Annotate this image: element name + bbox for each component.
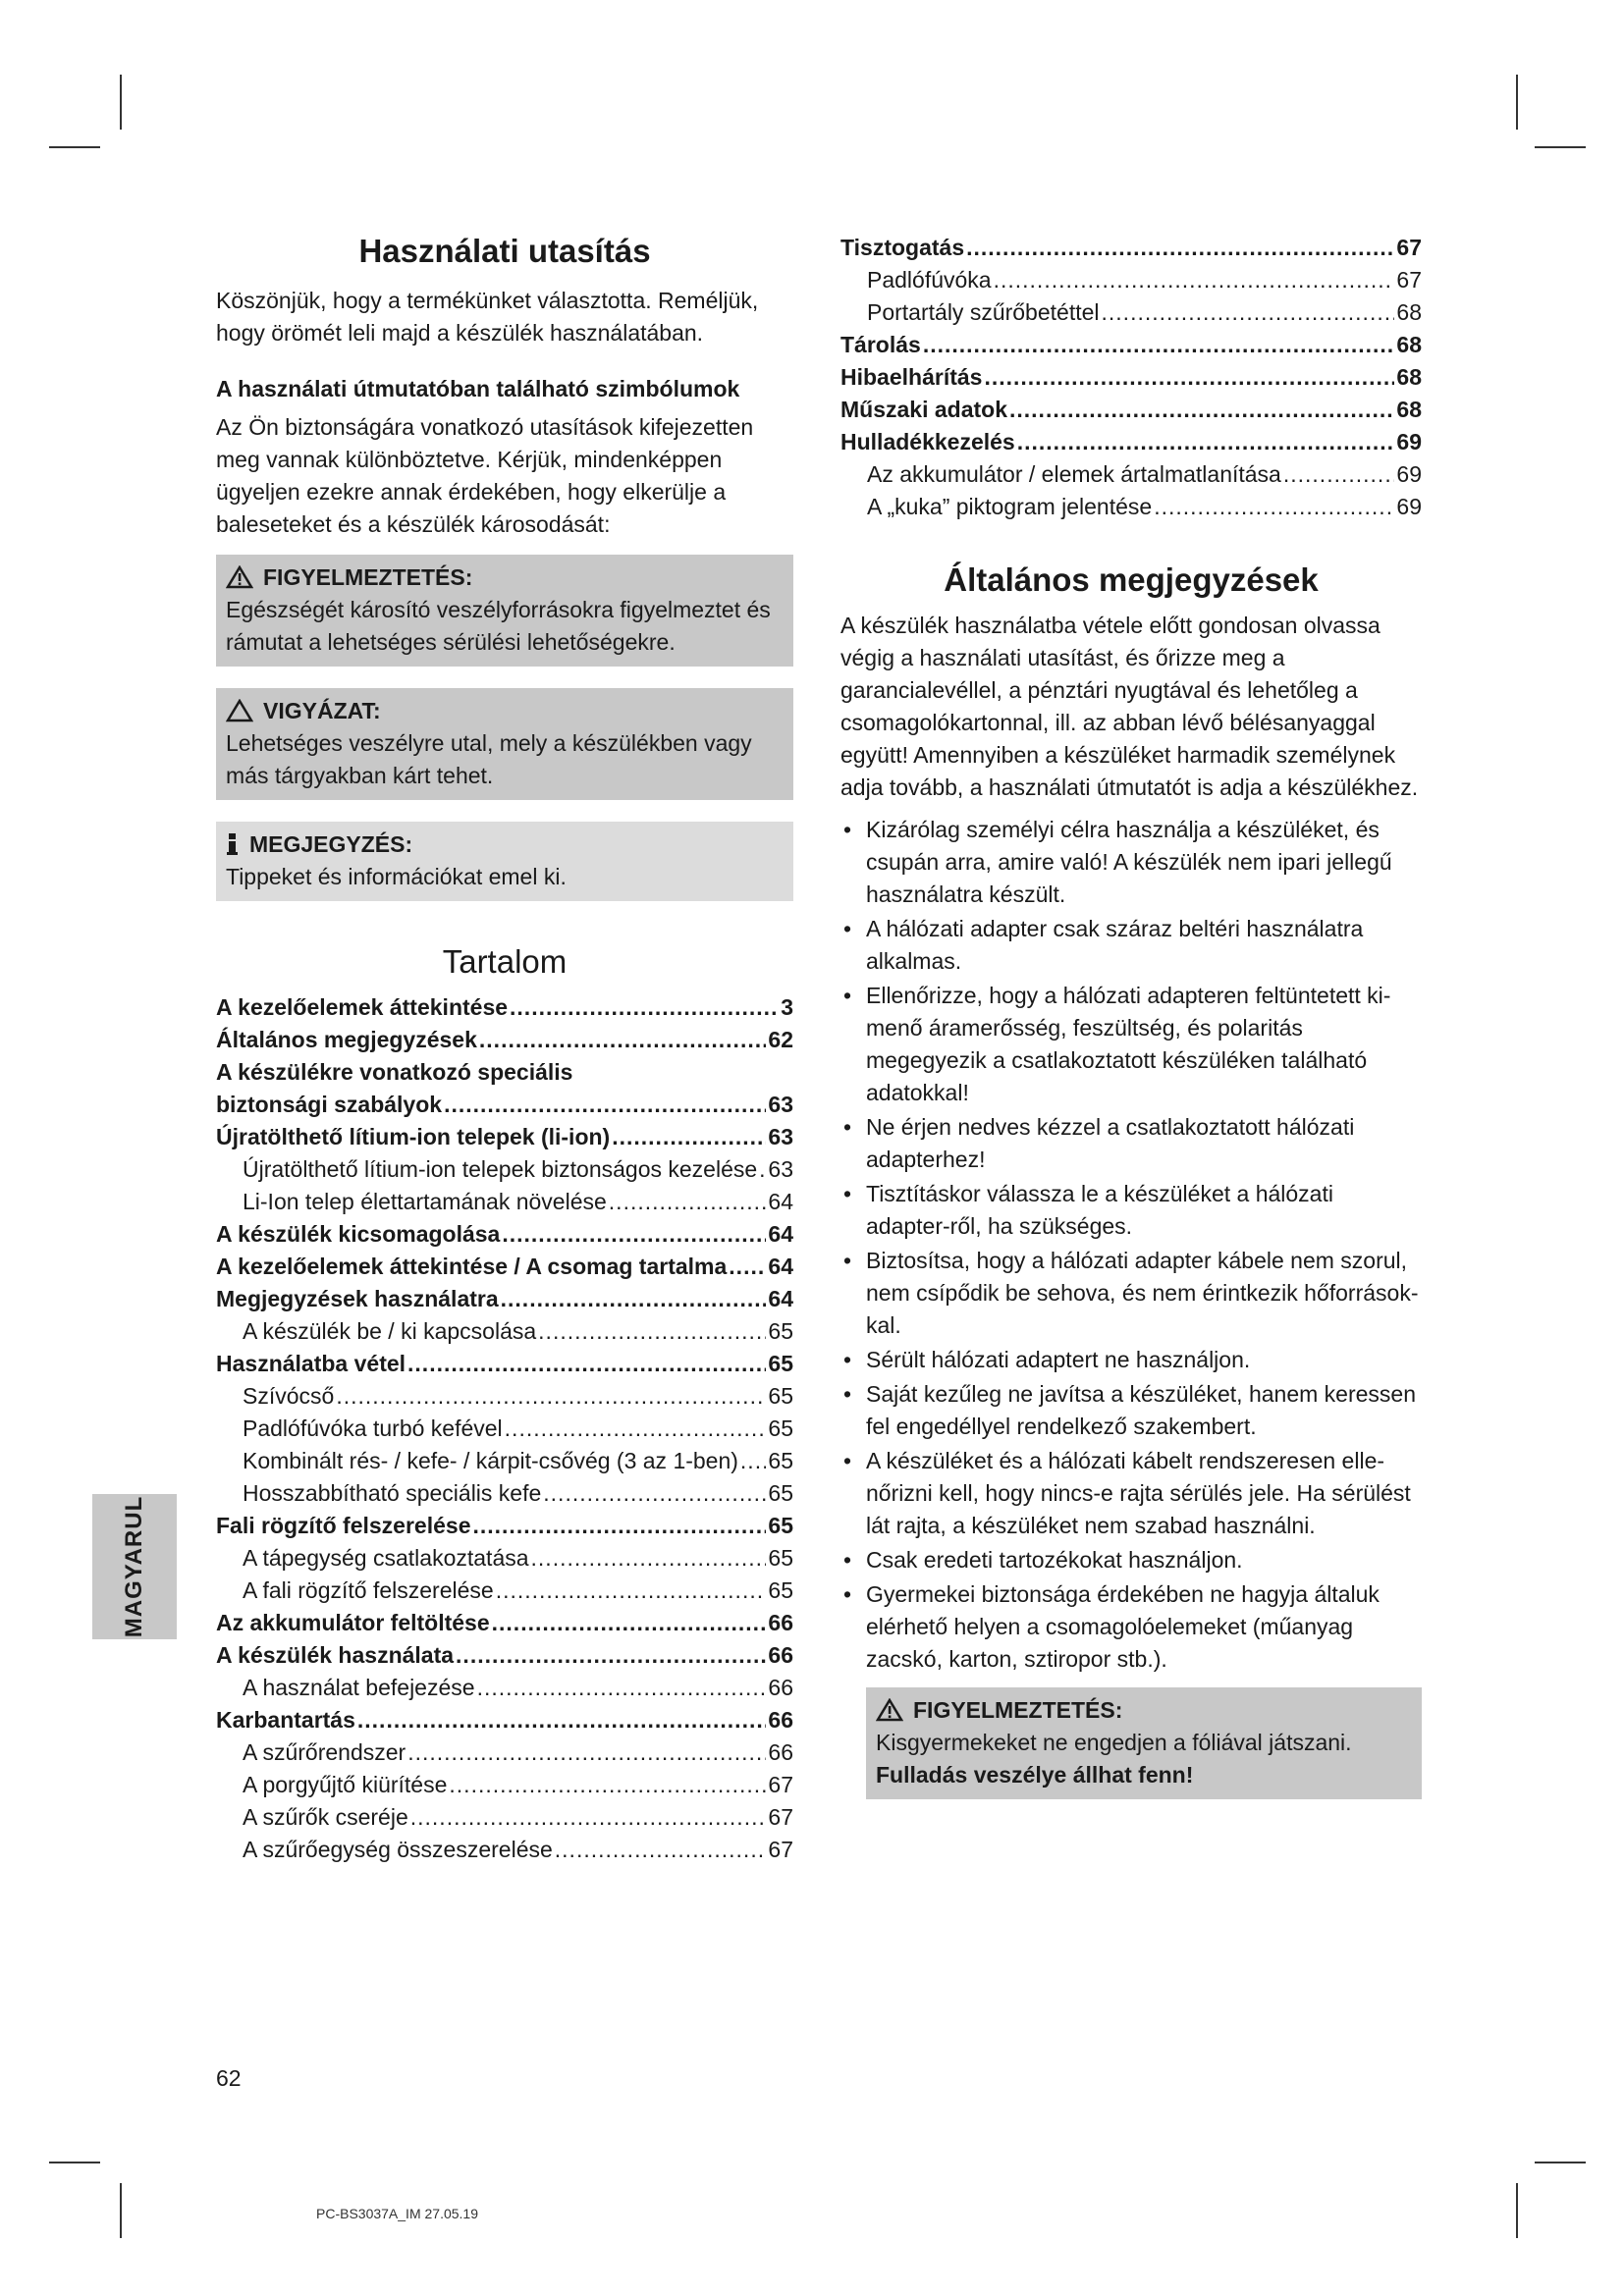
info-icon bbox=[226, 832, 240, 856]
toc-entry[interactable] bbox=[840, 394, 1422, 426]
toc-leader-dots bbox=[543, 1477, 766, 1510]
toc-entry-title: A készülék be / ki kapcsolása bbox=[243, 1318, 537, 1344]
toc-entry-page: 65 bbox=[768, 1513, 793, 1538]
toc-entry-title: biztonsági szabályok bbox=[216, 1092, 443, 1117]
toc-leader-dots bbox=[501, 1283, 767, 1315]
toc-entry[interactable] bbox=[840, 458, 1422, 491]
intro-text: Köszönjük, hogy a termékünket választotta. Reméljük, hogy örömét leli majd a készülék használatában. bbox=[216, 288, 759, 346]
toc-leader-dots bbox=[510, 991, 779, 1024]
toc-entry-page: 64 bbox=[768, 1221, 793, 1247]
toc-entry-page: 69 bbox=[1396, 494, 1422, 519]
toc-leader-dots bbox=[984, 361, 1394, 394]
note-title-text: MEGJEGYZÉS: bbox=[249, 831, 413, 857]
warning-triangle-icon bbox=[226, 565, 253, 589]
toc-entry-page: 67 bbox=[768, 1837, 793, 1862]
toc-leader-dots bbox=[609, 1186, 767, 1218]
crop-mark-bottom-right-h bbox=[1535, 2162, 1586, 2163]
toc-entry[interactable] bbox=[216, 1121, 793, 1153]
toc-entry-page: 68 bbox=[1396, 364, 1422, 390]
caution-triangle-icon bbox=[226, 699, 253, 722]
toc-entry-title: Hibaelhárítás bbox=[840, 364, 983, 390]
toc-entry-title: A porgyűjtő kiürítése bbox=[243, 1772, 448, 1797]
toc-entry[interactable] bbox=[840, 232, 1422, 264]
toc-entry[interactable] bbox=[216, 1672, 793, 1704]
toc-entry[interactable] bbox=[216, 1413, 793, 1445]
toc-entry-title: Li-Ion telep élettartamának növelése bbox=[243, 1189, 607, 1214]
bullet-item: • Kizárólag személyi célra használja a készüléket, és csupán arra, amire való! A készülék nem ipari jellegű használatra készült. bbox=[840, 814, 1422, 911]
toc-entry-title: A kezelőelemek áttekintése / A csomag tartalma bbox=[216, 1254, 728, 1279]
toc-leader-dots bbox=[336, 1380, 766, 1413]
toc-entry[interactable] bbox=[840, 491, 1422, 523]
bullet-item: • Ne érjen nedves kézzel a csatlakoztatott hálózati adapterhez! bbox=[840, 1111, 1422, 1176]
toc-leader-dots bbox=[555, 1834, 767, 1866]
toc-entry[interactable] bbox=[216, 1477, 793, 1510]
warning-box bbox=[216, 555, 793, 667]
general-warning-title-text: FIGYELMEZTETÉS: bbox=[913, 1697, 1123, 1723]
toc-entry-title: A szűrőegység összeszerelése bbox=[243, 1837, 553, 1862]
warning-title-text: FIGYELMEZTETÉS: bbox=[263, 564, 473, 590]
toc-entry[interactable] bbox=[216, 1056, 793, 1089]
warning-text: Egészségét károsító veszélyforrásokra figyelmeztet és rámutat a lehetséges sérülési lehetőségekre. bbox=[226, 597, 771, 655]
toc-entry-page: 67 bbox=[1396, 235, 1422, 260]
warning-triangle-icon bbox=[876, 1698, 903, 1722]
toc-entry-title: A szűrőrendszer bbox=[243, 1739, 406, 1765]
toc-entry-title: Az akkumulátor / elemek ártalmatlanítása bbox=[867, 461, 1281, 487]
toc-entry[interactable] bbox=[216, 1607, 793, 1639]
toc-leader-dots bbox=[479, 1024, 767, 1056]
toc-leader-dots bbox=[410, 1801, 767, 1834]
bullet-item: • Saját kezűleg ne javítsa a készüléket, hanem keressen fel engedéllyel rendelkező szakembert. bbox=[840, 1378, 1422, 1443]
toc-entry[interactable] bbox=[840, 296, 1422, 329]
right-column bbox=[840, 232, 1422, 1799]
general-warning-text: Kisgyermekeket ne engedjen a fóliával játszani. bbox=[876, 1730, 1352, 1755]
toc-entry-page: 65 bbox=[768, 1383, 793, 1409]
toc-entry-title: Padlófúvóka turbó kefével bbox=[243, 1415, 503, 1441]
toc-entry-title: A tápegység csatlakoztatása bbox=[243, 1545, 529, 1571]
toc-entry[interactable] bbox=[216, 1639, 793, 1672]
toc-leader-dots bbox=[1154, 491, 1394, 523]
caution-title-text: VIGYÁZAT: bbox=[263, 698, 381, 723]
bullet-item: • Biztosítsa, hogy a hálózati adapter kábele nem szorul, nem csípődik be sehova, és nem érintkezik hőforrások-kal. bbox=[840, 1245, 1422, 1342]
toc-entry-page: 64 bbox=[768, 1254, 793, 1279]
toc-entry[interactable] bbox=[216, 1380, 793, 1413]
page-title: Használati utasítás bbox=[358, 233, 651, 269]
symbols-heading: A használati útmutatóban található szimbólumok bbox=[216, 376, 740, 401]
toc-entry-page: 63 bbox=[768, 1156, 793, 1182]
toc-entry[interactable] bbox=[840, 426, 1422, 458]
page-number: 62 bbox=[216, 2065, 242, 2091]
toc-leader-dots bbox=[492, 1607, 767, 1639]
general-warning-strong: Fulladás veszélye állhat fenn! bbox=[876, 1762, 1194, 1788]
toc-entry[interactable] bbox=[216, 1089, 793, 1121]
toc-leader-dots bbox=[357, 1704, 767, 1736]
toc-entry-title: A készülékre vonatkozó speciális bbox=[216, 1059, 573, 1085]
toc-entry[interactable] bbox=[216, 1445, 793, 1477]
toc-leader-dots bbox=[505, 1413, 767, 1445]
toc-entry-page: 65 bbox=[768, 1480, 793, 1506]
toc-entry-title: Karbantartás bbox=[216, 1707, 355, 1733]
toc-entry[interactable] bbox=[216, 1283, 793, 1315]
toc-entry-page: 67 bbox=[768, 1772, 793, 1797]
toc-entry-page: 64 bbox=[768, 1286, 793, 1311]
language-side-tab bbox=[92, 1494, 177, 1639]
toc-entry-page: 68 bbox=[1396, 299, 1422, 325]
crop-mark-top-right-v bbox=[1516, 75, 1518, 130]
toc-entry[interactable] bbox=[216, 1801, 793, 1834]
toc-leader-dots bbox=[994, 264, 1395, 296]
language-label: MAGYARUL bbox=[121, 1495, 148, 1638]
toc-entry-title: Hulladékkezelés bbox=[840, 429, 1015, 454]
toc-entry-page: 3 bbox=[781, 994, 793, 1020]
toc-entry-title: Műszaki adatok bbox=[840, 397, 1007, 422]
toc-entry-page: 66 bbox=[768, 1675, 793, 1700]
toc-entry-page: 63 bbox=[768, 1124, 793, 1149]
toc-leader-dots bbox=[729, 1251, 766, 1283]
toc-leader-dots bbox=[923, 329, 1395, 361]
toc-entry-title: A készülék használata bbox=[216, 1642, 455, 1668]
toc-entry-title: A „kuka” piktogram jelentése bbox=[867, 494, 1153, 519]
toc-entry-page: 66 bbox=[768, 1610, 793, 1635]
bullet-item: • Tisztításkor válassza le a készüléket a hálózati adapter-ről, ha szükséges. bbox=[840, 1178, 1422, 1243]
toc-entry[interactable] bbox=[216, 1153, 793, 1186]
toc-leader-dots bbox=[444, 1089, 766, 1121]
toc-entry[interactable] bbox=[216, 1251, 793, 1283]
general-intro: A készülék használatba vétele előtt gondosan olvassa végig a használati utasítást, és őrizze meg a garancialevéllel, a pénztári nyugtával és lehetőleg a csomagolókartonnal, ill. az abban lévő bélésanyaggal együtt! Amennyiben a készüléket harmadik személynek adja tovább, a használati útmutatót is adja a készülékhez. bbox=[840, 613, 1419, 800]
toc-entry-page: 65 bbox=[768, 1545, 793, 1571]
toc-entry[interactable] bbox=[216, 1575, 793, 1607]
toc-entry-title: Újratölthető lítium-ion telepek biztonságos kezelése bbox=[243, 1156, 758, 1182]
general-warning-box bbox=[866, 1687, 1422, 1799]
toc-leader-dots bbox=[502, 1218, 766, 1251]
toc-entry-title: A készülék kicsomagolása bbox=[216, 1221, 501, 1247]
bullet-item: • Csak eredeti tartozékokat használjon. bbox=[840, 1544, 1422, 1576]
toc-entry[interactable] bbox=[840, 329, 1422, 361]
caution-box bbox=[216, 688, 793, 800]
toc-entry-title: Általános megjegyzések bbox=[216, 1027, 477, 1052]
toc-entry[interactable] bbox=[216, 1510, 793, 1542]
caution-text: Lehetséges veszélyre utal, mely a készülékben vagy más tárgyakban kárt tehet. bbox=[226, 730, 752, 788]
toc-leader-dots bbox=[740, 1445, 766, 1477]
toc-entry-title: Hosszabbítható speciális kefe bbox=[243, 1480, 542, 1506]
toc-leader-dots bbox=[1017, 426, 1395, 458]
toc-leader-dots bbox=[1102, 296, 1395, 329]
toc-entry-title: A fali rögzítő felszerelése bbox=[243, 1577, 494, 1603]
toc-leader-dots bbox=[449, 1769, 766, 1801]
toc-entry-title: Használatba vétel bbox=[216, 1351, 406, 1376]
warning-title bbox=[226, 561, 784, 594]
toc-entry[interactable] bbox=[216, 1024, 793, 1056]
toc-entry[interactable] bbox=[216, 1834, 793, 1866]
toc-leader-dots bbox=[456, 1639, 766, 1672]
toc-entry-page: 69 bbox=[1396, 429, 1422, 454]
footer-code: PC-BS3037A_IM 27.05.19 bbox=[316, 2206, 478, 2221]
toc-entry[interactable] bbox=[216, 1769, 793, 1801]
bullet-item: • A hálózati adapter csak száraz beltéri használatra alkalmas. bbox=[840, 913, 1422, 978]
toc-entry-page: 65 bbox=[768, 1415, 793, 1441]
crop-mark-top-left-v bbox=[120, 75, 122, 130]
toc-entry-page: 63 bbox=[768, 1092, 793, 1117]
toc-entry-page: 65 bbox=[768, 1448, 793, 1473]
toc-entry[interactable] bbox=[216, 1218, 793, 1251]
toc-entry[interactable] bbox=[216, 1348, 793, 1380]
toc-entry-page: 66 bbox=[768, 1642, 793, 1668]
toc-entry[interactable] bbox=[216, 1736, 793, 1769]
toc-entry-page: 62 bbox=[768, 1027, 793, 1052]
toc-entry-title: Fali rögzítő felszerelése bbox=[216, 1513, 471, 1538]
toc-entry-title: A szűrők cseréje bbox=[243, 1804, 408, 1830]
toc-entry-page: 67 bbox=[768, 1804, 793, 1830]
toc-title: Tartalom bbox=[442, 943, 568, 980]
toc-entry-title: A használat befejezése bbox=[243, 1675, 475, 1700]
toc-leader-dots bbox=[612, 1121, 766, 1153]
caution-title bbox=[226, 694, 784, 727]
toc-entry[interactable] bbox=[216, 991, 793, 1024]
crop-mark-top-right-h bbox=[1535, 146, 1586, 148]
left-column bbox=[216, 232, 793, 1866]
toc-leader-dots bbox=[759, 1153, 766, 1186]
toc-entry-page: 65 bbox=[768, 1318, 793, 1344]
toc-entry-page: 65 bbox=[768, 1351, 793, 1376]
toc-entry-page: 69 bbox=[1396, 461, 1422, 487]
toc-entry-title: Tárolás bbox=[840, 332, 921, 357]
toc-entry-page: 68 bbox=[1396, 332, 1422, 357]
toc-entry-page: 68 bbox=[1396, 397, 1422, 422]
toc-leader-dots bbox=[531, 1542, 767, 1575]
symbols-text: Az Ön biztonságára vonatkozó utasítások kifejezetten meg vannak különböztetve. Kérjük, mindenképpen ügyeljen ezekre annak érdekében, hogy elkerülje a baleseteket és a készülék károsodását: bbox=[216, 414, 754, 537]
note-title bbox=[226, 828, 784, 861]
toc-entry-title: Portartály szűrőbetéttel bbox=[867, 299, 1100, 325]
general-bullet-list bbox=[840, 814, 1422, 1676]
bullet-item: • Gyermekei biztonsága érdekében ne hagyja általuk elérhető helyen a csomagolóelemeket (műanyag zacskó, karton, sztiropor stb.). bbox=[840, 1578, 1422, 1676]
toc-entry-title: Tisztogatás bbox=[840, 235, 965, 260]
toc-entry-title: Szívócső bbox=[243, 1383, 335, 1409]
toc-entry[interactable] bbox=[840, 361, 1422, 394]
toc-entry-page: 64 bbox=[768, 1189, 793, 1214]
toc-entry-title: Padlófúvóka bbox=[867, 267, 992, 293]
toc-entry[interactable] bbox=[216, 1315, 793, 1348]
bullet-item: • A készüléket és a hálózati kábelt rendszeresen elle-nőrizni kell, hogy nincs-e rajta sérülés jele. Ha sérülést lát rajta, a készüléket nem szabad használni. bbox=[840, 1445, 1422, 1542]
toc-leader-dots bbox=[538, 1315, 766, 1348]
toc-entry-title: Újratölthető lítium-ion telepek (li-ion) bbox=[216, 1124, 611, 1149]
toc-entry-title: Megjegyzések használatra bbox=[216, 1286, 499, 1311]
toc-leader-dots bbox=[1283, 458, 1395, 491]
toc-entry[interactable] bbox=[216, 1704, 793, 1736]
toc-leader-dots bbox=[966, 232, 1394, 264]
toc-entry-title: Kombinált rés- / kefe- / kárpit-csővég (3 az 1-ben) bbox=[243, 1448, 738, 1473]
toc-left-list bbox=[216, 991, 793, 1866]
toc-entry-page: 66 bbox=[768, 1739, 793, 1765]
note-text: Tippeket és információkat emel ki. bbox=[226, 864, 567, 889]
bullet-item: • Sérült hálózati adaptert ne használjon. bbox=[840, 1344, 1422, 1376]
toc-entry-page: 65 bbox=[768, 1577, 793, 1603]
toc-leader-dots bbox=[477, 1672, 767, 1704]
toc-entry[interactable] bbox=[216, 1186, 793, 1218]
toc-entry-page: 67 bbox=[1396, 267, 1422, 293]
toc-entry-page: 66 bbox=[768, 1707, 793, 1733]
general-title: Általános megjegyzések bbox=[944, 561, 1319, 598]
crop-mark-top-left-h bbox=[49, 146, 100, 148]
toc-leader-dots bbox=[407, 1736, 766, 1769]
bullet-item: • Ellenőrizze, hogy a hálózati adapteren feltüntetett ki-menő áramerősség, feszültség, és polaritás megegyezik a csatlakoztatott készüléken található adatokkal! bbox=[840, 980, 1422, 1109]
toc-leader-dots bbox=[407, 1348, 766, 1380]
crop-mark-bottom-left-v bbox=[120, 2183, 122, 2238]
crop-mark-bottom-left-h bbox=[49, 2162, 100, 2163]
crop-mark-bottom-right-v bbox=[1516, 2183, 1518, 2238]
toc-right-list bbox=[840, 232, 1422, 523]
toc-entry[interactable] bbox=[216, 1542, 793, 1575]
note-box bbox=[216, 822, 793, 901]
toc-leader-dots bbox=[472, 1510, 766, 1542]
toc-leader-dots bbox=[496, 1575, 767, 1607]
toc-entry[interactable] bbox=[840, 264, 1422, 296]
toc-entry-title: Az akkumulátor feltöltése bbox=[216, 1610, 490, 1635]
toc-leader-dots bbox=[1009, 394, 1394, 426]
toc-entry-title: A kezelőelemek áttekintése bbox=[216, 994, 509, 1020]
general-warning-title bbox=[876, 1693, 1412, 1727]
